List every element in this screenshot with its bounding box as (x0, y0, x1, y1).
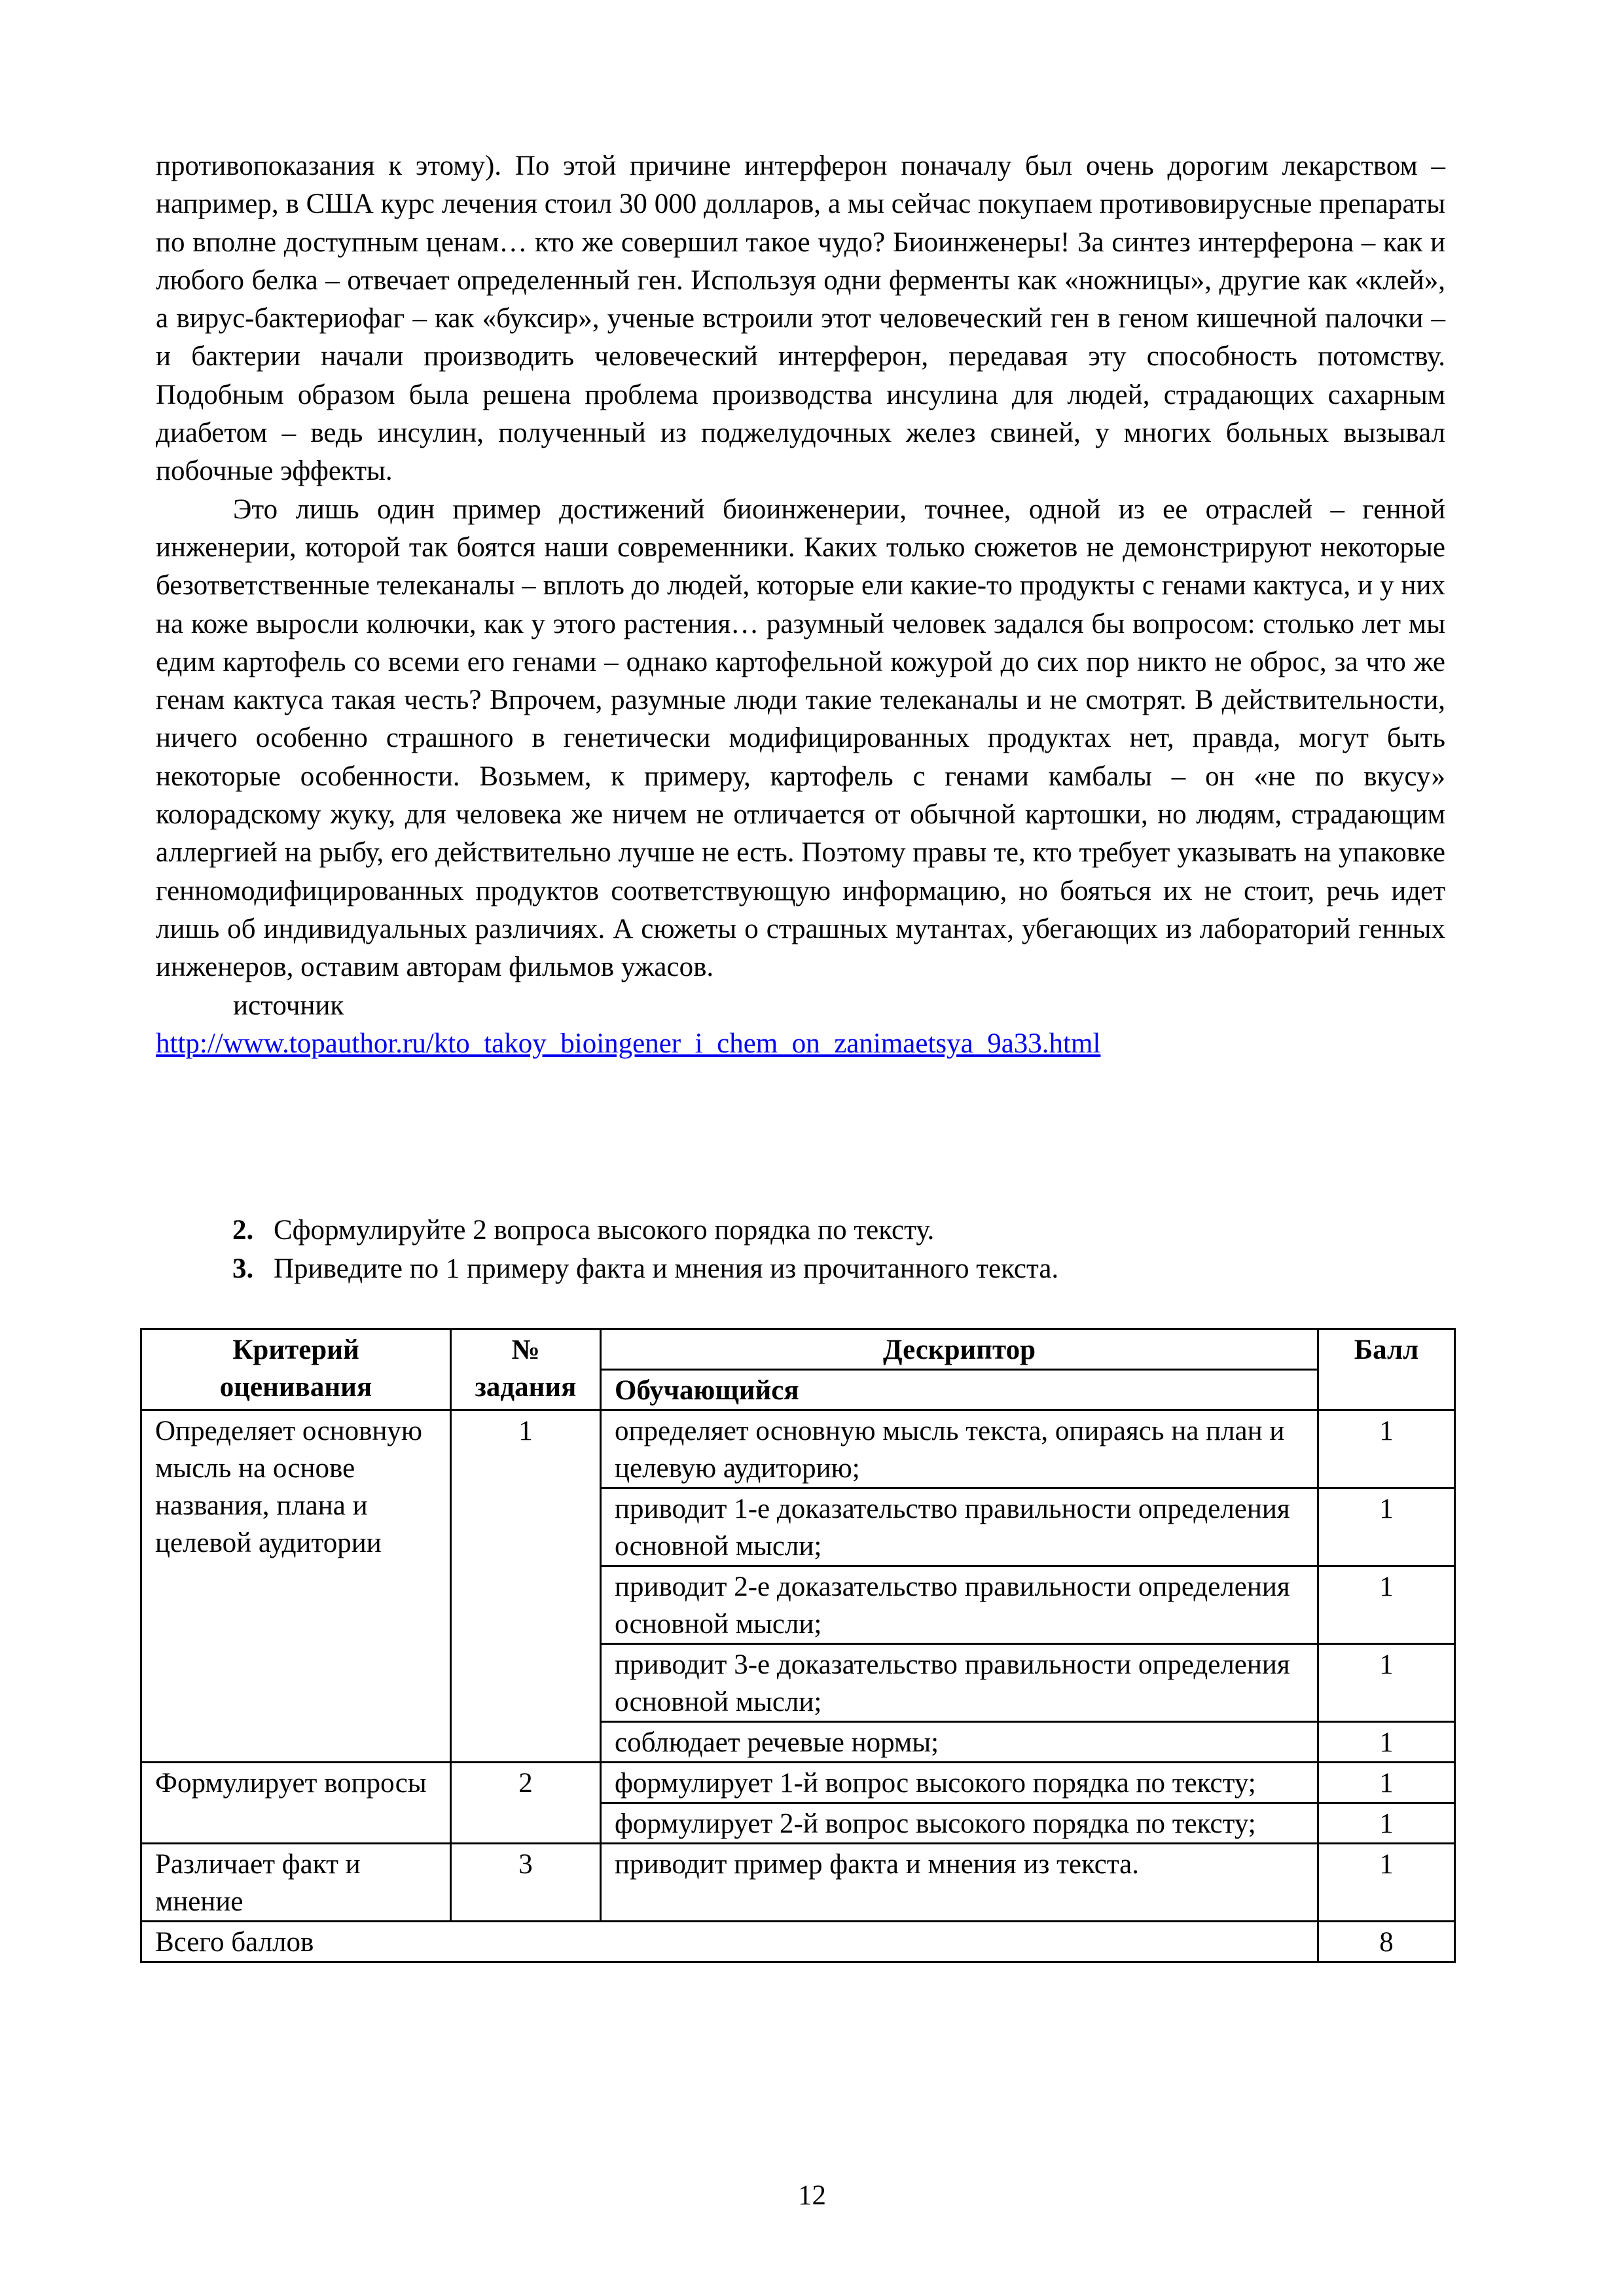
header-task-number: № задания (451, 1329, 601, 1410)
score-cell: 1 (1318, 1722, 1455, 1763)
descriptor-cell: приводит 1-е доказательство правильности определения основной мысли; (601, 1488, 1318, 1566)
score-cell: 1 (1318, 1803, 1455, 1844)
page-number: 12 (798, 2180, 826, 2211)
header-row (141, 1329, 1455, 1370)
source-link[interactable]: http://www.topauthor.ru/kto_takoy_bioingener_i_chem_on_zanimaetsya_9a33.html (156, 1028, 1101, 1059)
paragraph-2: Это лишь один пример достижений биоинженерии, точнее, одной из ее отраслей – генной инженерии, которой так боятся наши современники. Каких только сюжетов не демонстрируют некоторые безответственные телеканалы – вплоть до людей, которые ели какие-то продукты с генами кактуса, и у них на коже выросли колючки, как у этого растения… разумный человек задался бы вопросом: столько лет мы едим картофель со всеми его генами – однако картофельной кожурой до сих пор никто не оброс, за что же генам кактуса такая честь? Впрочем, разумные люди такие телеканалы и не смотрят. В действительности, ничего особенно страшного в генетически модифицированных продуктах нет, правда, могут быть некоторые особенности. Возьмем, к примеру, картофель с генами камбалы – он «не по вкусу» колорадскому жуку, для человека же ничем не отличается от обычной картошки, но людям, страдающим аллергией на рыбу, его действительно лучше не есть. Поэтому правы те, кто требует указывать на упаковке генномодифицированных продуктов соответствующую информацию, но бояться их не стоит, речь идет лишь об индивидуальных различиях. А сюжеты о страшных мутантах, убегающих из лабораторий генных инженеров, оставим авторам фильмов ужасов. (156, 493, 1445, 983)
task-number: 2. (232, 1215, 254, 1246)
task-list (232, 1211, 1058, 1288)
table-row (141, 1763, 1455, 1803)
source-label: источник (233, 990, 344, 1021)
header-descriptor: Дескриптор (601, 1329, 1318, 1370)
descriptor-cell: соблюдает речевые нормы; (601, 1722, 1318, 1763)
score-cell: 1 (1318, 1844, 1455, 1922)
criterion-cell: Различает факт и мнение (141, 1844, 451, 1922)
header-score: Балл (1318, 1329, 1455, 1410)
article-text (156, 147, 1445, 1063)
task-text: Приведите по 1 примеру факта и мнения из прочитанного текста. (274, 1253, 1059, 1284)
descriptor-cell: формулирует 1-й вопрос высокого порядка по тексту; (601, 1763, 1318, 1803)
descriptor-cell: определяет основную мысль текста, опираясь на план и целевую аудиторию; (601, 1410, 1318, 1488)
grading-table (140, 1328, 1456, 1963)
task-number-cell: 2 (451, 1763, 601, 1844)
score-cell: 1 (1318, 1488, 1455, 1566)
descriptor-cell: формулирует 2-й вопрос высокого порядка по тексту; (601, 1803, 1318, 1844)
header-descriptor-sub: Обучающийся (601, 1370, 1318, 1410)
descriptor-cell: приводит пример факта и мнения из текста. (601, 1844, 1318, 1922)
criterion-cell: Определяет основную мысль на основе названия, плана и целевой аудитории (141, 1410, 451, 1763)
task-number-cell: 1 (451, 1410, 601, 1763)
descriptor-cell: приводит 2-е доказательство правильности определения основной мысли; (601, 1566, 1318, 1644)
descriptor-cell: приводит 3-е доказательство правильности определения основной мысли; (601, 1644, 1318, 1722)
table-row (141, 1410, 1455, 1488)
score-cell: 1 (1318, 1763, 1455, 1803)
total-score: 8 (1318, 1922, 1455, 1962)
total-row (141, 1922, 1455, 1962)
criterion-cell: Формулирует вопросы (141, 1763, 451, 1844)
score-cell: 1 (1318, 1566, 1455, 1644)
header-criterion: Критерий оценивания (141, 1329, 451, 1410)
table-row (141, 1844, 1455, 1922)
task-item (232, 1211, 1058, 1249)
task-text: Сформулируйте 2 вопроса высокого порядка по тексту. (274, 1215, 935, 1246)
task-number-cell: 3 (451, 1844, 601, 1922)
total-label: Всего баллов (141, 1922, 1318, 1962)
task-number: 3. (232, 1253, 254, 1284)
task-item (232, 1249, 1058, 1288)
score-cell: 1 (1318, 1644, 1455, 1722)
paragraph-1: противопоказания к этому). По этой причине интерферон поначалу был очень дорогим лекарством – например, в США курс лечения стоил 30 000 долларов, а мы сейчас покупаем противовирусные препараты по вполне доступным ценам… кто же совершил такое чудо? Биоинженеры! За синтез интерферона – как и любого белка – отвечает определенный ген. Используя одни ферменты как «ножницы», другие как «клей», а вирус-бактериофаг – как «буксир», ученые встроили этот человеческий ген в геном кишечной палочки – и бактерии начали производить человеческий интерферон, передавая эту способность потомству. Подобным образом была решена проблема производства инсулина для людей, страдающих сахарным диабетом – ведь инсулин, полученный из поджелудочных желез свиней, у многих больных вызывал побочные эффекты. (156, 151, 1445, 487)
score-cell: 1 (1318, 1410, 1455, 1488)
